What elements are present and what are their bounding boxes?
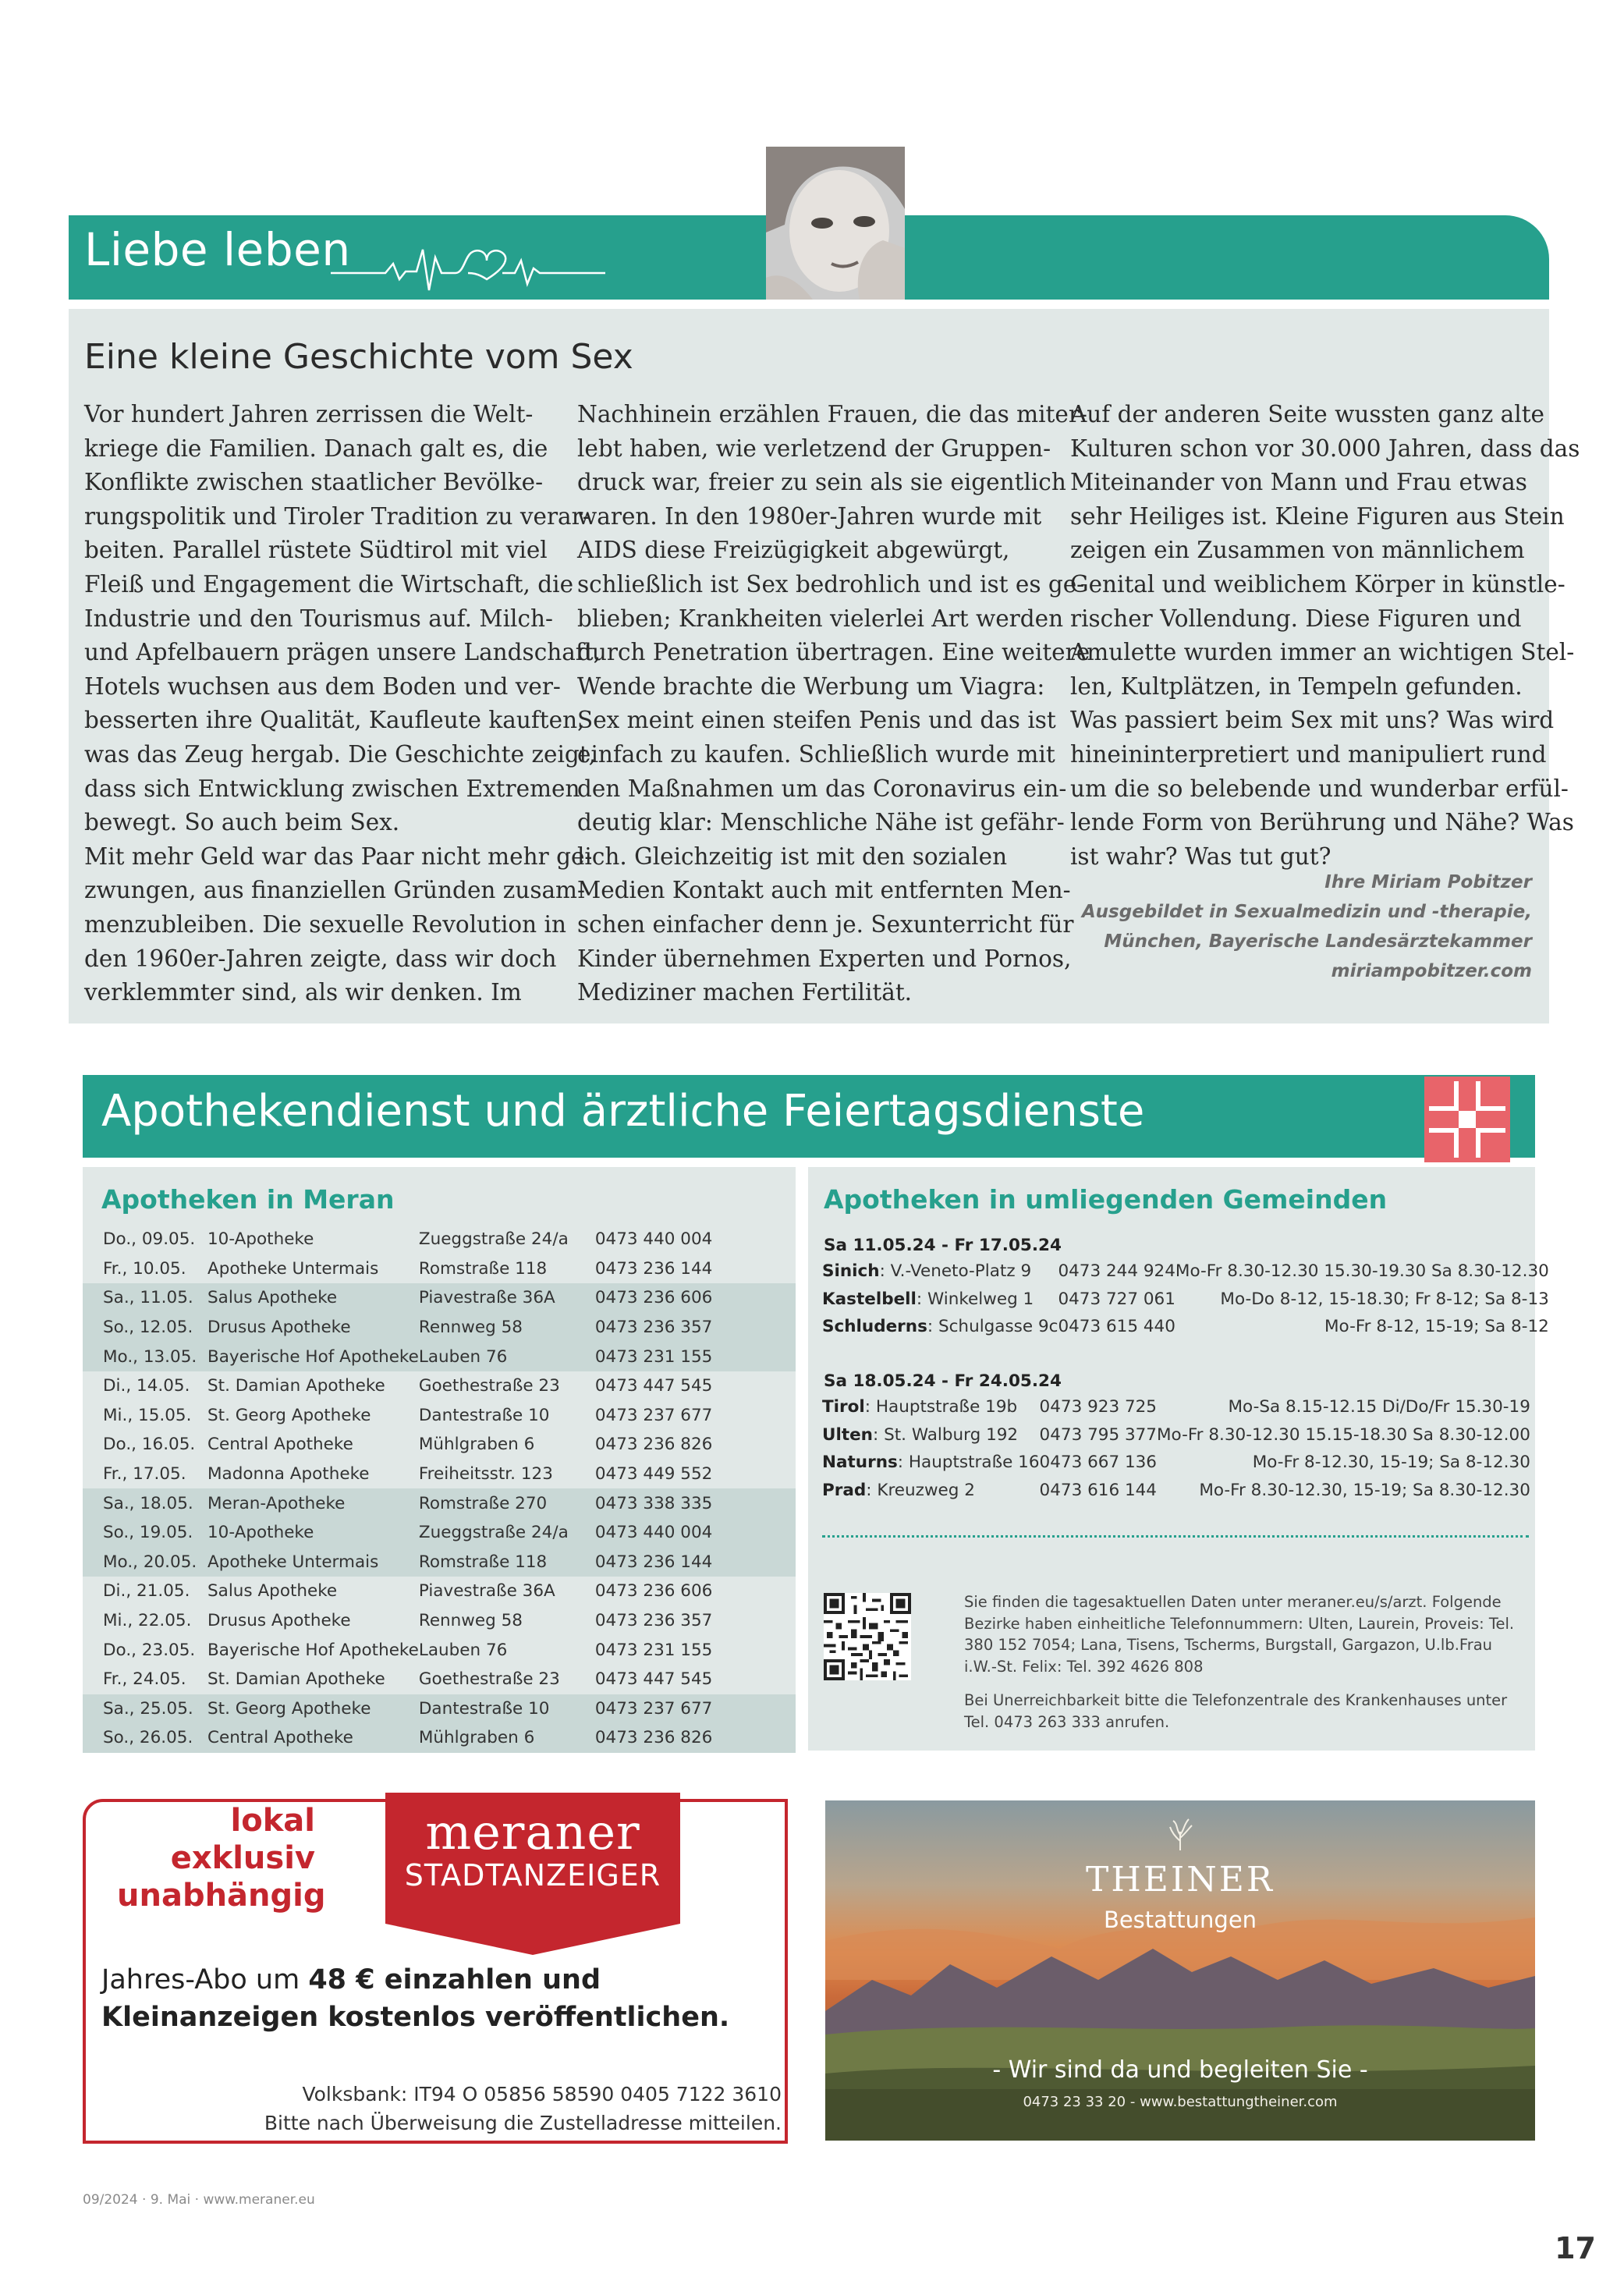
article-column-1: Vor hundert Jahren zerrissen die Welt- kriege die Familien. Danach galt es, die Konflikte zwischen staatlicher Bevölke- rungspolitik und Tiroler Tradition zu verar- beiten. Parallel rüstete Südtirol mit viel Fleiß und Engagement die Wirtschaft, die Industrie und den Tourismus auf. Milch- und Apfelbauern prägen unsere Landschaft, Hotels wuchsen aus dem Boden und ver- besserten ihre Qualität, Kaufleute kauften, was das Zeug hergab. Die Geschichte zeigt, dass sich Entwicklung zwischen Extremen bewegt. So auch beim Sex. Mit mehr Geld war das Paar nicht mehr ge- zwungen, aus finanziellen Gründen zusam- menzubleiben. Die sexuelle Revolution in den 1960er-Jahren zeigte, dass wir doch verklemmter sind, als wir denken. Im [84, 401, 601, 1006]
pharmacy-cell: Apotheke Untermais [207, 1258, 379, 1279]
location-cell [822, 1286, 1058, 1314]
address-cell: Piavestraße 36A [418, 1581, 555, 1602]
table-row [83, 1577, 796, 1606]
pharmacy-cell: Salus Apotheke [207, 1283, 419, 1313]
theiner-ad[interactable] [825, 1800, 1535, 2141]
phone-cell[interactable]: 0473 440 004 [594, 1229, 713, 1250]
address-cell: Romstraße 118 [418, 1258, 548, 1279]
phone-cell[interactable]: 0473 447 545 [594, 1376, 713, 1396]
address-cell: Romstraße 118 [419, 1548, 595, 1577]
phone-cell[interactable]: 0473 449 552 [594, 1464, 713, 1485]
apotheken-title: Apothekendienst und ärztliche Feiertagsdienste [101, 1086, 1145, 1137]
phone-cell[interactable]: 0473 440 004 [595, 1518, 796, 1548]
article-column-2: Nachhinein erzählen Frauen, die das miter- lebt haben, wie verletzend der Gruppen- druck war, freier zu sein als sie eigentlich waren. In den 1980er-Jahren wurde mit AIDS diese Freizügigkeit abgewürgt, schließlich ist Sex bedrohlich und ist es ge- blieben; Krankheiten vielerlei Art werden durch Penetration übertragen. Eine weitere Wende brachte die Werbung um Viagra: Sex meint einen steifen Penis und das ist einfach zu kaufen. Schließlich wurde mit den Maßnahmen um das Coronavirus ein- deutig klar: Menschliche Nähe ist gefähr- lich. Gleichzeitig ist mit den sozialen Medien Kontakt auch mit entfernten Men- schen einfacher denn je. Sexunterricht für Kinder übernehmen Experten und Pornos, Mediziner machen Fertilität. [577, 401, 1090, 1006]
date-cell: Di., 14.05. [103, 1376, 190, 1396]
table-row [83, 1283, 796, 1313]
town-name: Tirol [822, 1397, 865, 1417]
location-cell [822, 1393, 1040, 1421]
signature-name: Ihre Miriam Pobitzer [1324, 872, 1532, 892]
pharmacy-cell: St. Georg Apotheke [207, 1694, 419, 1724]
table-row [83, 1254, 796, 1284]
street-name: : St. Walburg 192 [873, 1424, 1019, 1445]
abo-offer [101, 1961, 772, 2036]
date-cell: So., 19.05. [83, 1518, 207, 1548]
hours-cell: Mo-Fr 8.30-12.30 15.30-19.30 Sa 8.30-12.30 [1175, 1261, 1549, 1282]
town-name: Prad [822, 1481, 867, 1501]
table-row [83, 1225, 796, 1254]
sunset-landscape-image [825, 1800, 1535, 2141]
pharmacy-cell: Central Apotheke [207, 1435, 353, 1455]
tagline-unabhaengig: unabhängig [117, 1878, 326, 1914]
table-row [83, 1401, 796, 1431]
ad-tagline [117, 1802, 326, 1914]
address-cell: Rennweg 58 [419, 1313, 595, 1343]
hours-cell: Mo-Fr 8.30-12.30, 15-19; Sa 8.30-12.30 [1199, 1481, 1530, 1501]
pharmacy-cell: Meran-Apotheke [207, 1488, 419, 1518]
date-cell: Do., 23.05. [103, 1640, 196, 1660]
town-name: Ulten [822, 1424, 873, 1445]
table-row [822, 1258, 1549, 1286]
phone-cell[interactable]: 0473 616 144 [1039, 1481, 1157, 1501]
table-row [83, 1430, 796, 1460]
town-name: Kastelbell [822, 1289, 917, 1309]
bank-details [156, 2080, 782, 2137]
date-cell: Mi., 15.05. [103, 1405, 192, 1425]
pharmacy-cell: Salus Apotheke [207, 1581, 338, 1602]
meraner-logo-text: meraner [425, 1804, 640, 1861]
pharmacy-cell: St. Georg Apotheke [207, 1405, 371, 1425]
hours-cell: Mo-Fr 8.30-12.30 15.15-18.30 Sa 8.30-12.00 [1157, 1424, 1530, 1445]
phone-cell[interactable]: 0473 236 606 [594, 1581, 713, 1602]
heartbeat-icon [331, 226, 605, 296]
street-name: : Kreuzweg 2 [866, 1481, 975, 1501]
table-row [822, 1286, 1549, 1314]
phone-cell[interactable]: 0473 237 677 [594, 1405, 713, 1425]
hours-cell: Mo-Fr 8-12.30, 15-19; Sa 8-12.30 [1252, 1453, 1530, 1473]
location-cell [822, 1421, 1040, 1449]
pharmacy-cell: Drusus Apotheke [207, 1313, 419, 1343]
theiner-contact[interactable]: 0473 23 33 20 - www.bestattungtheiner.com [1023, 2094, 1338, 2110]
table-row [822, 1449, 1530, 1477]
pharmacy-cell: Madonna Apotheke [207, 1464, 370, 1485]
date-cell: Do., 09.05. [103, 1229, 196, 1250]
info-text: Sie finden die tagesaktuellen Daten unter meraner.eu/s/arzt. Folgende Bezirke haben einheitliche Telefonnummern: Ulten, Laurein, Proveis: Tel. 380 152 7054; Lana, Tisens, Tscherms, Burgstall, Gargazon, U.lb.Frau i.W.-St. Felix: Tel. 392 4626 808 [964, 1593, 1515, 1676]
table-row [83, 1460, 796, 1489]
phone-cell[interactable]: 0473 795 377 [1039, 1424, 1157, 1445]
table-row [83, 1606, 796, 1636]
address-cell: Goethestraße 23 [418, 1669, 560, 1690]
article-heading: Eine kleine Geschichte vom Sex [84, 337, 633, 377]
phone-cell[interactable]: 0473 231 155 [594, 1640, 713, 1660]
phone-cell[interactable]: 0473 236 357 [595, 1313, 796, 1343]
pharmacy-cell: Apotheke Untermais [207, 1548, 419, 1577]
phone-cell[interactable]: 0473 237 677 [595, 1694, 796, 1724]
abo-prefix: Jahres-Abo um [101, 1964, 309, 1995]
table-row [83, 1694, 796, 1724]
phone-cell[interactable]: 0473 236 144 [595, 1548, 796, 1577]
week2-table [822, 1393, 1530, 1504]
phone-cell[interactable]: 0473 244 924 [1058, 1261, 1175, 1282]
table-row [83, 1518, 796, 1548]
table-row [83, 1313, 796, 1343]
address-cell: Lauben 76 [418, 1640, 508, 1660]
table-row [83, 1548, 796, 1577]
town-name: Sinich [822, 1261, 880, 1282]
hours-cell: Mo-Sa 8.15-12.15 Di/Do/Fr 15.30-19 [1228, 1397, 1530, 1417]
week2-label: Sa 18.05.24 - Fr 24.05.24 [824, 1371, 1062, 1391]
tagline-lokal: lokal [230, 1803, 315, 1839]
page-number: 17 [1555, 2231, 1596, 2265]
meran-heading: Apotheken in Meran [101, 1184, 395, 1215]
address-cell: Goethestraße 23 [418, 1376, 560, 1396]
region-heading: Apotheken in umliegenden Gemeinden [824, 1184, 1388, 1215]
address-cell: Romstraße 270 [419, 1488, 595, 1518]
table-row [822, 1313, 1549, 1341]
signature-website[interactable]: miriampobitzer.com [1331, 961, 1532, 981]
street-name: : Hauptstraße 19b [864, 1397, 1018, 1417]
street-name: : Schulgasse 9c [927, 1317, 1058, 1337]
phone-cell[interactable]: 0473 615 440 [1058, 1317, 1175, 1337]
pharmacy-cell: Drusus Apotheke [207, 1611, 351, 1631]
date-cell: Mo., 13.05. [83, 1342, 207, 1371]
phone-cell[interactable]: 0473 338 335 [595, 1488, 796, 1518]
pharmacy-cell: Central Apotheke [207, 1723, 419, 1753]
stadtanzeiger-logo-text: STADTANZEIGER [404, 1858, 661, 1893]
table-row [83, 1371, 796, 1401]
author-portrait [766, 147, 905, 300]
street-name: : Winkelweg 1 [916, 1289, 1034, 1309]
tagline-exklusiv: exklusiv [170, 1840, 315, 1876]
town-name: Schluderns [822, 1317, 927, 1337]
location-cell [822, 1477, 1040, 1505]
phone-cell[interactable]: 0473 236 144 [594, 1258, 713, 1279]
date-cell: So., 26.05. [83, 1723, 207, 1753]
pharmacy-cell: St. Damian Apotheke [207, 1376, 385, 1396]
location-cell [822, 1258, 1058, 1286]
address-cell: Piavestraße 36A [419, 1283, 595, 1313]
date-cell: Mo., 20.05. [83, 1548, 207, 1577]
address-cell: Mühlgraben 6 [419, 1723, 595, 1753]
date-cell: Sa., 18.05. [83, 1488, 207, 1518]
date-cell: Mi., 22.05. [103, 1611, 192, 1631]
pharmacy-cell: 10-Apotheke [207, 1229, 314, 1250]
date-cell: Fr., 24.05. [103, 1669, 186, 1690]
date-cell: Sa., 25.05. [83, 1694, 207, 1724]
location-cell [822, 1449, 1040, 1477]
town-name: Naturns [822, 1453, 898, 1473]
address-cell: Dantestraße 10 [419, 1694, 595, 1724]
address-cell: Rennweg 58 [418, 1611, 523, 1631]
location-cell [822, 1313, 1058, 1341]
phone-cell[interactable]: 0473 236 606 [595, 1283, 796, 1313]
address-cell: Freiheitsstr. 123 [418, 1464, 553, 1485]
date-cell: So., 12.05. [83, 1313, 207, 1343]
phone-cell[interactable]: 0473 667 136 [1039, 1453, 1157, 1473]
phone-cell[interactable]: 0473 236 357 [594, 1611, 713, 1631]
theiner-slogan: - Wir sind da und begleiten Sie - [992, 2056, 1368, 2084]
hours-cell: Mo-Fr 8-12, 15-19; Sa 8-12 [1324, 1317, 1549, 1337]
signature-credential: Ausgebildet in Sexualmedizin und -therapie, [1081, 902, 1532, 922]
issue-footer: 09/2024 · 9. Mai · www.meraner.eu [83, 2192, 315, 2208]
phone-cell[interactable]: 0473 447 545 [594, 1669, 713, 1690]
address-cell: Mühlgraben 6 [418, 1435, 535, 1455]
address-cell: Dantestraße 10 [418, 1405, 550, 1425]
address-cell: Lauben 76 [419, 1342, 595, 1371]
address-note: Bitte nach Überweisung die Zustelladresse mitteilen. [264, 2112, 782, 2134]
table-row [83, 1342, 796, 1371]
theiner-logo-text: THEINER [1086, 1860, 1275, 1900]
week1-table [822, 1258, 1549, 1341]
date-cell: Fr., 17.05. [103, 1464, 186, 1485]
phone-cell[interactable]: 0473 923 725 [1039, 1397, 1157, 1417]
phone-cell[interactable]: 0473 236 826 [595, 1723, 796, 1753]
theiner-sub: Bestattungen [1103, 1907, 1257, 1933]
abo-kleinanzeigen: Kleinanzeigen kostenlos veröffentlichen. [101, 2002, 730, 2033]
hours-cell: Mo-Do 8-12, 15-18.30; Fr 8-12; Sa 8-13 [1220, 1289, 1549, 1309]
phone-cell[interactable]: 0473 236 826 [594, 1435, 713, 1455]
medical-cross-icon [1424, 1077, 1510, 1162]
address-cell: Zueggstraße 24/a [419, 1518, 595, 1548]
meran-pharmacy-table [83, 1225, 796, 1753]
street-name: : V.-Veneto-Platz 9 [879, 1261, 1032, 1282]
date-cell: Di., 21.05. [103, 1581, 190, 1602]
pharmacy-cell: Bayerische Hof Apotheke [207, 1342, 419, 1371]
pharmacy-cell: St. Damian Apotheke [207, 1669, 385, 1690]
pharmacy-cell: 10-Apotheke [207, 1518, 419, 1548]
bank-iban: Volksbank: IT94 O 05856 58590 0405 7122 3610 [302, 2083, 782, 2105]
table-row [83, 1723, 796, 1753]
article-column-3: Auf der anderen Seite wussten ganz alte Kulturen schon vor 30.000 Jahren, dass das Miteinander von Mann und Frau etwas sehr Heiliges ist. Kleine Figuren aus Stein zeigen ein Zusammen von männlichem Genital und weiblichem Körper in künstle- rischer Vollendung. Diese Figuren und Amulette wurden immer an wichtigen Stel- len, Kultplätzen, in Tempeln gefunden. Was passiert beim Sex mit uns? Was wird hineininterpretiert und manipuliert rund um die so belebende und wunderbar erfül- lende Form von Berührung und Nähe? Was ist wahr? Was tut gut? [1070, 401, 1580, 870]
address-cell: Zueggstraße 24/a [418, 1229, 569, 1250]
dotted-divider [822, 1535, 1529, 1538]
table-row [822, 1393, 1530, 1421]
week1-label: Sa 11.05.24 - Fr 17.05.24 [824, 1236, 1062, 1255]
date-cell: Fr., 10.05. [103, 1258, 186, 1279]
liebe-leben-title: Liebe leben [84, 223, 351, 276]
date-cell: Do., 16.05. [103, 1435, 196, 1455]
abo-price: 48 € einzahlen und [308, 1964, 601, 1995]
table-row [822, 1477, 1530, 1505]
pharmacy-cell: Bayerische Hof Apotheke [207, 1640, 419, 1660]
qr-code[interactable] [824, 1593, 911, 1680]
signature-credential-2: München, Bayerische Landesärztekammer [1104, 931, 1532, 952]
table-row [83, 1665, 796, 1694]
date-cell: Sa., 11.05. [83, 1283, 207, 1313]
table-row [83, 1635, 796, 1665]
info-text-hospital: Bei Unerreichbarkeit bitte die Telefonzentrale des Krankenhauses unter Tel. 0473 263 333 anrufen. [964, 1691, 1508, 1731]
phone-cell[interactable]: 0473 231 155 [595, 1342, 796, 1371]
street-name: : Hauptstraße 16 [897, 1453, 1040, 1473]
table-row [822, 1421, 1530, 1449]
table-row [83, 1488, 796, 1518]
phone-cell[interactable]: 0473 727 061 [1058, 1289, 1175, 1309]
